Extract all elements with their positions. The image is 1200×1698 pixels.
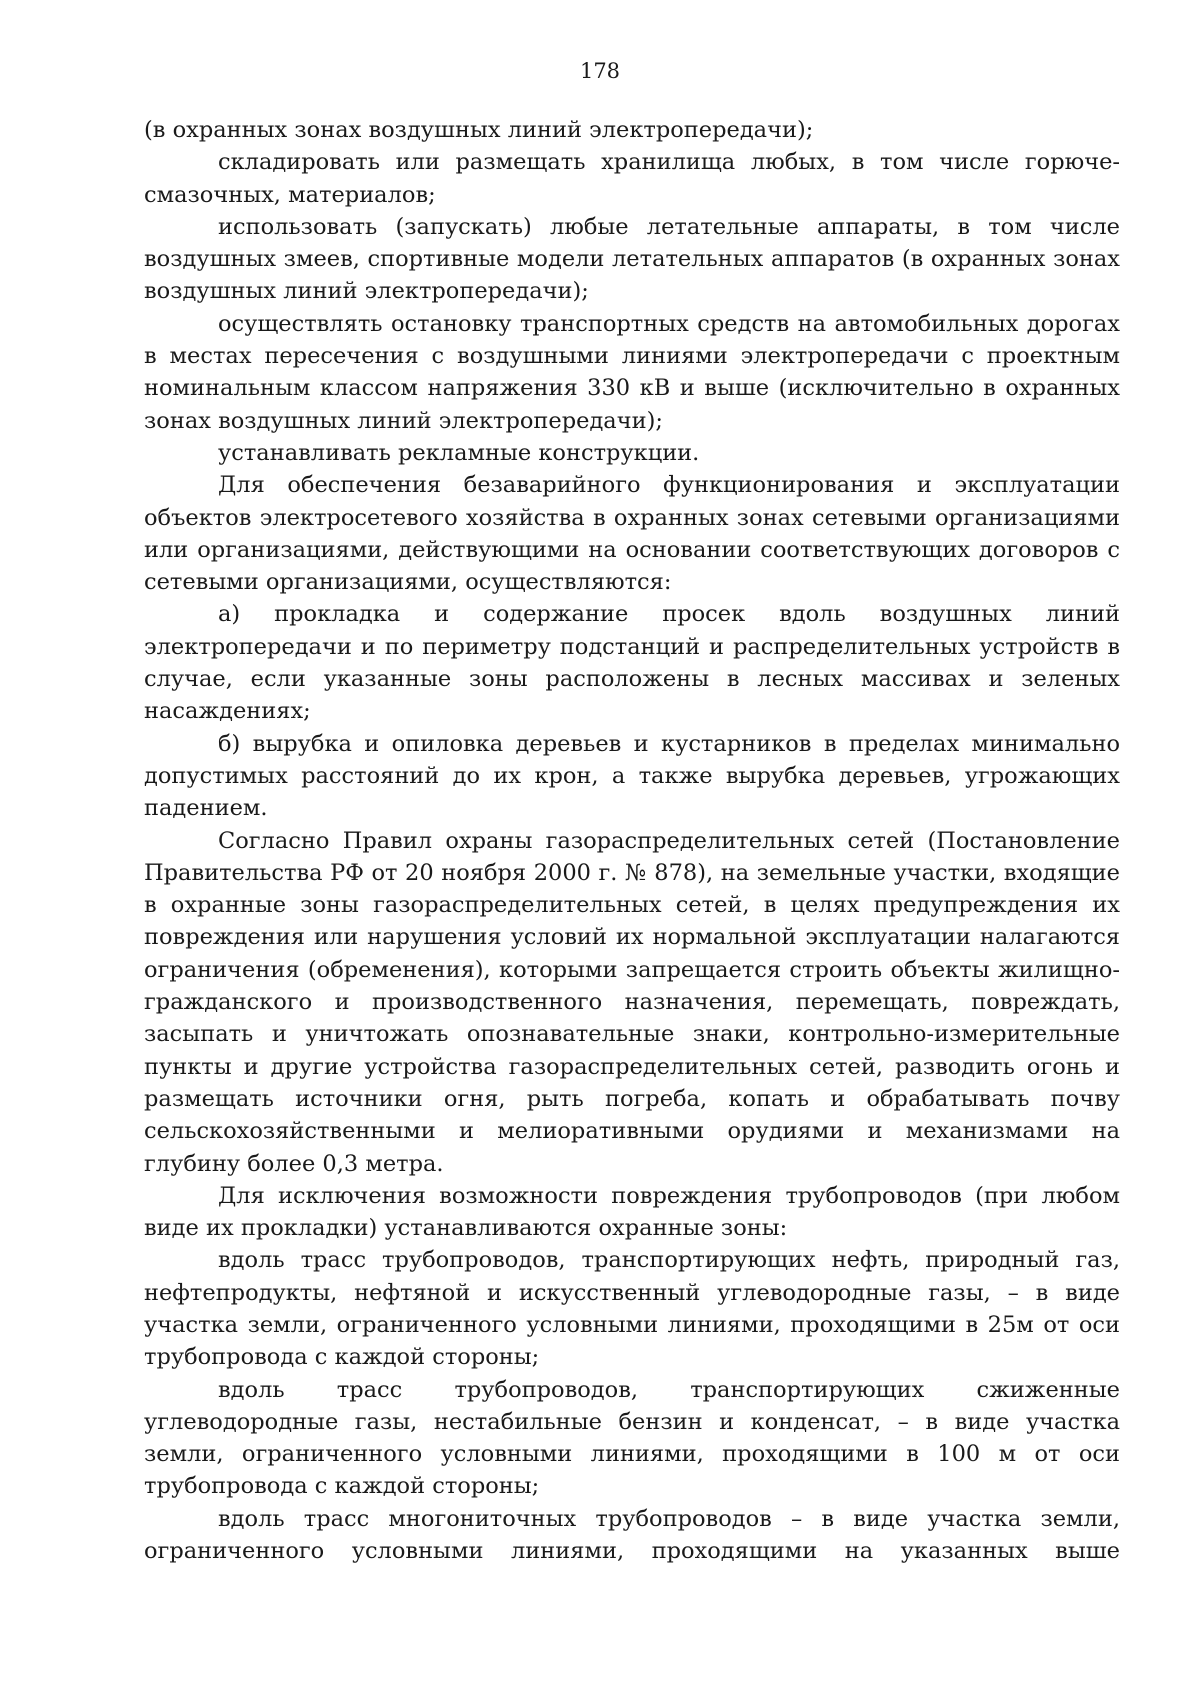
paragraph: вдоль трасс многониточных трубопроводов – в виде участка земли, ограниченного условными линиями, проходящими на указанных выше (144, 1505, 1120, 1565)
paragraph: осуществлять остановку транспортных средств на автомобильных дорогах в местах пересечения с воздушными линиями электропередачи с проектным номинальным классом напряжения 330 кВ и выше (исключительно в охранных зонах воздушных линий электропередачи); (144, 310, 1120, 434)
paragraph: (в охранных зонах воздушных линий электропередачи); (144, 117, 814, 143)
paragraph: использовать (запускать) любые летательные аппараты, в том числе воздушных змеев, спортивные модели летательных аппаратов (в охранных зонах воздушных линий электропередачи); (144, 213, 1120, 305)
body-text (144, 114, 1120, 1567)
paragraph: Для обеспечения безаварийного функционирования и эксплуатации объектов электросетевого хозяйства в охранных зонах сетевыми организациями или организациями, действующими на основании соответствующих договоров с сетевыми организациями, осуществляются: (144, 472, 1120, 596)
paragraph: вдоль трасс трубопроводов, транспортирующих сжиженные углеводородные газы, нестабильные бензин и конденсат, – в виде участка земли, ограниченного условными линиями, проходящими в 100 м от оси трубопровода с каждой стороны; (144, 1376, 1120, 1500)
paragraph: Согласно Правил охраны газораспределительных сетей (Постановление Правительства РФ от 20 ноября 2000 г. № 878), на земельные участки, входящие в охранные зоны газораспределительных сетей, в целях предупреждения их повреждения или нарушения условий их нормальной эксплуатации налагаются ограничения (обременения), которыми запрещается строить объекты жилищно-гражданского и производственного назначения, перемещать, повреждать, засыпать и уничтожать опознавательные знаки, контрольно-измерительные пункты и другие устройства газораспределительных сетей, разводить огонь и размещать источники огня, рыть погреба, копать и обрабатывать почву сельскохозяйственными и мелиоративными орудиями и механизмами на глубину более 0,3 метра. (144, 827, 1120, 1177)
page-number: 178 (579, 59, 621, 83)
paragraph: устанавливать рекламные конструкции. (218, 439, 700, 466)
paragraph: складировать или размещать хранилища любых, в том числе горюче-смазочных, материалов; (144, 149, 1120, 208)
paragraph: а) прокладка и содержание просек вдоль воздушных линий электропередачи и по периметру подстанций и распределительных устройств в случае, если указанные зоны расположены в лесных массивах и зеленых насаждениях; (144, 601, 1120, 725)
paragraph: Для исключения возможности повреждения трубопроводов (при любом виде их прокладки) устанавливаются охранные зоны: (144, 1182, 1120, 1242)
paragraph: б) вырубка и опиловка деревьев и кустарников в пределах минимально допустимых расстояний до их крон, а также вырубка деревьев, угрожающих падением. (144, 730, 1120, 822)
paragraph: вдоль трасс трубопроводов, транспортирующих нефть, природный газ, нефтепродукты, нефтяной и искусственный углеводородные газы, – в виде участка земли, ограниченного условными линиями, проходящими в 25м от оси трубопровода с каждой стороны; (144, 1247, 1120, 1371)
